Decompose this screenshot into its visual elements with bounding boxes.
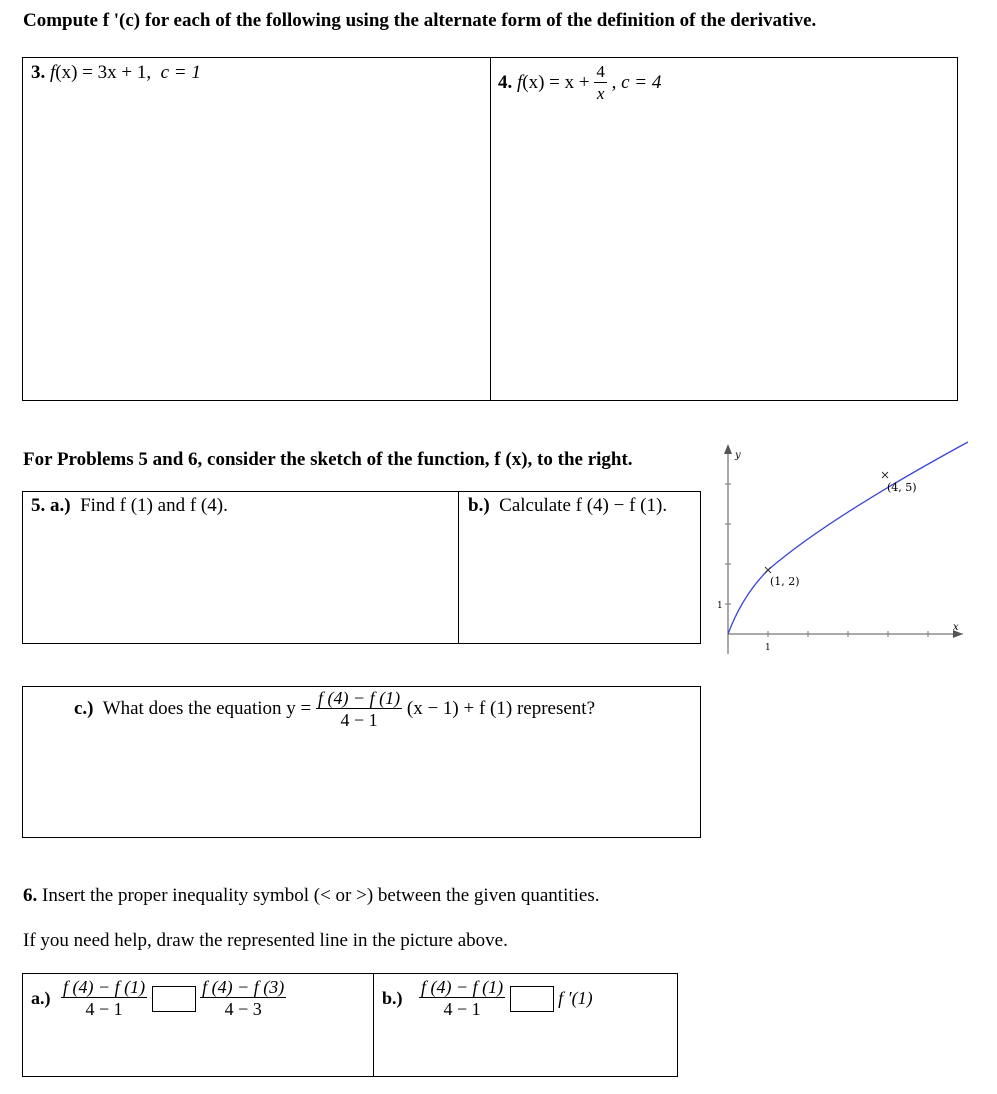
divider [458,491,459,644]
x-tick-label: 1 [765,643,771,653]
problem-5a: 5. a.) Find f (1) and f (4). [31,495,228,516]
y-axis-label: y [735,450,741,461]
axis-ticks [725,484,928,637]
y-tick-label: 1 [717,601,723,611]
problem-5b: b.) Calculate f (4) − f (1). [468,495,668,516]
problem-5c: c.) What does the equation y = $\frac{f (4) - f (1)}{4 - 1}$ (x − 1) + f (1) represent? [74,688,596,730]
problem-6b: b.) $\frac{f (4) - f (1)}{4 - 1}$ f ′(1) [382,977,593,1019]
page-title: Compute f '(c) for each of the following using the alternate form of the definition of the derivative. [23,10,817,31]
point-label-4-5: (4, 5) [887,481,917,494]
divider [373,973,374,1077]
y-axis-arrow [724,444,732,454]
function-curve [728,442,968,634]
point-label-1-2: (1, 2) [770,575,800,588]
problem-4: 4. f(x) = x + $\frac{4}{x}$ , c = 4 [498,62,662,103]
function-sketch [705,440,970,660]
problem-3: 3. f(x) = 3x + 1, c = 1 [31,62,201,83]
section-heading: For Problems 5 and 6, consider the sketch of the function, f (x), to the right. [23,449,633,470]
problem-6a: a.) $\frac{f (4) - f (1)}{4 - 1}$ $\frac{f (4) - f (3)}{4 - 3}$ [31,977,285,1019]
answer-box-6a[interactable] [152,986,196,1012]
x-axis-label: x [953,622,959,633]
problem-6-help: If you need help, draw the represented line in the picture above. [23,930,508,951]
divider [490,57,491,401]
answer-box-6b[interactable] [510,986,554,1012]
problem-6-instruction: 6. Insert the proper inequality symbol (< or >) between the given quantities. [23,885,600,906]
